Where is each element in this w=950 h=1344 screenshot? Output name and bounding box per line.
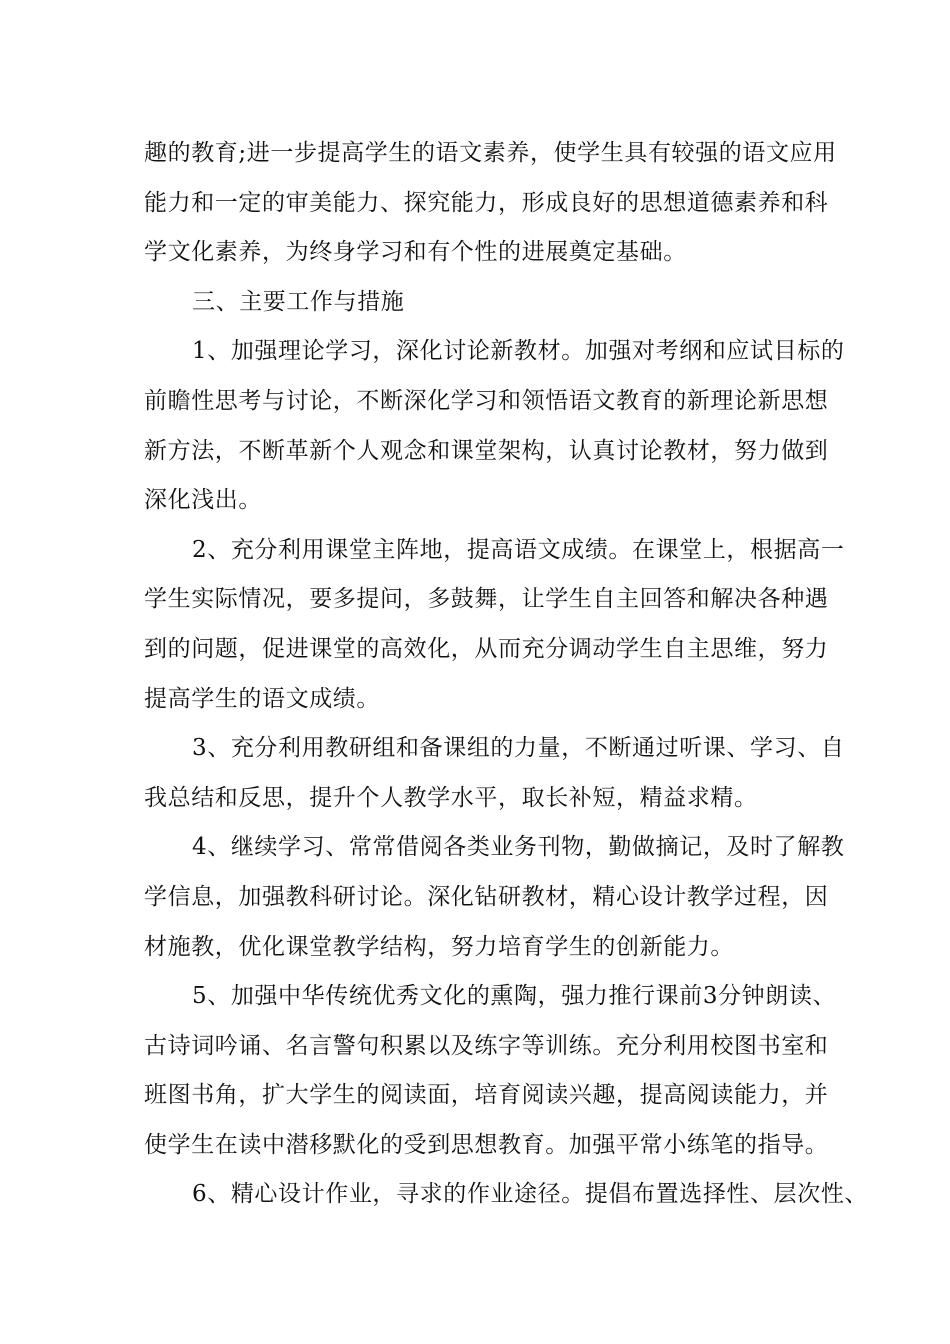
text-line: 2、充分利用课堂主阵地，提高语文成绩。在课堂上，根据高一 — [192, 536, 845, 563]
text-line: 5、加强中华传统优秀文化的熏陶，强力推行课前3分钟朗读、 — [192, 983, 837, 1010]
text-line: 我总结和反思，提升个人教学水平，取长补短，精益求精。 — [144, 784, 758, 811]
text-line: 提高学生的语文成绩。 — [144, 685, 380, 712]
text-line: 前瞻性思考与讨论，不断深化学习和领悟语文教育的新理论新思想 — [144, 387, 829, 414]
text-line: 学生实际情况，要多提问，多鼓舞，让学生自主回答和解决各种遇 — [144, 586, 829, 613]
text-line: 3、充分利用教研组和备课组的力量，不断通过听课、学习、自 — [192, 735, 845, 762]
text-line: 能力和一定的审美能力、探究能力，形成良好的思想道德素养和科 — [144, 189, 829, 216]
text-line: 材施教，优化课堂教学结构，努力培育学生的创新能力。 — [144, 933, 734, 960]
text-line: 深化浅出。 — [144, 487, 262, 514]
text-line: 班图书角，扩大学生的阅读面，培育阅读兴趣，提高阅读能力，并 — [144, 1082, 829, 1109]
text-line: 学文化素养，为终身学习和有个性的进展奠定基础。 — [144, 239, 687, 266]
text-line: 1、加强理论学习，深化讨论新教材。加强对考纲和应试目标的 — [192, 338, 845, 365]
text-line: 使学生在读中潜移默化的受到思想教育。加强平常小练笔的指导。 — [144, 1131, 829, 1158]
text-line: 到的问题，促进课堂的高效化，从而充分调动学生自主思维，努力 — [144, 635, 829, 662]
text-line: 6、精心设计作业，寻求的作业途径。提倡布置选择性、层次性、 — [192, 1181, 869, 1208]
text-line: 趣的教育;进一步提高学生的语文素养，使学生具有较强的语文应用 — [144, 140, 837, 166]
text-line: 新方法，不断革新个人观念和课堂架构，认真讨论教材，努力做到 — [144, 437, 829, 464]
text-line: 学信息，加强教科研讨论。深化钻研教材，精心设计教学过程，因 — [144, 883, 829, 910]
section-heading: 三、主要工作与措施 — [192, 288, 405, 315]
text-line: 4、继续学习、常常借阅各类业务刊物，勤做摘记，及时了解教 — [192, 834, 845, 861]
document-body — [144, 134, 869, 1225]
text-line: 古诗词吟诵、名言警句积累以及练字等训练。充分利用校图书室和 — [144, 1032, 829, 1059]
